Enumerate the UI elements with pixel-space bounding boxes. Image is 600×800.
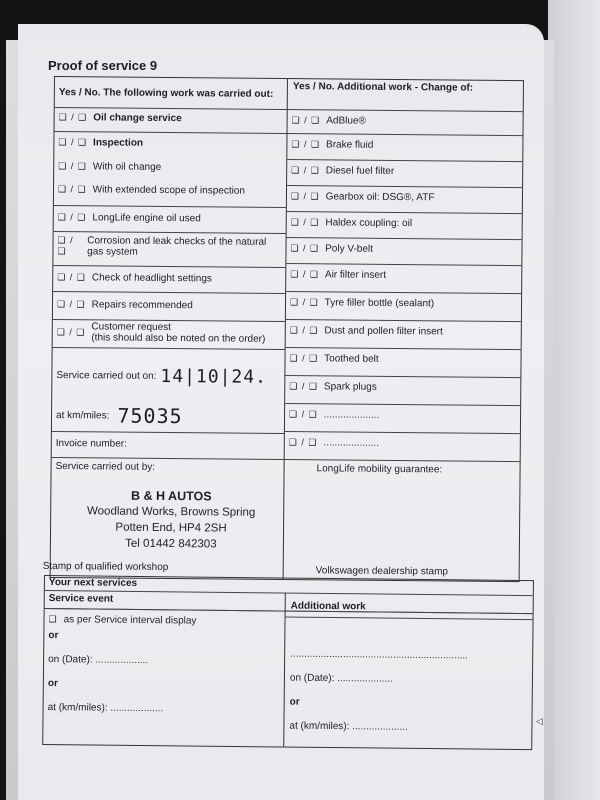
checkbox-pair-icon[interactable]: ❑ / ❑ (58, 112, 88, 123)
item-label: Spark plugs (323, 381, 377, 393)
service-date-value[interactable]: 14|10|24. (160, 365, 268, 388)
item-label: With extended scope of inspection (92, 184, 246, 197)
item-label: Check of headlight settings (91, 272, 213, 285)
checkbox-pair-icon[interactable]: ❑ / ❑ (289, 353, 319, 364)
item-label: Corrosion and leak checks of the natural gas system (87, 235, 267, 258)
item-note: (this should also be noted on the order) (91, 332, 266, 345)
left-row-oil-change (55, 107, 287, 134)
at-km-right-field[interactable]: at (km/miles): .................... (289, 720, 408, 733)
left-row-headlight (53, 265, 285, 294)
or-label: or (48, 630, 59, 642)
checkbox-pair-icon[interactable]: ❑ / ❑ (290, 191, 320, 202)
checkbox-pair-icon[interactable]: ❑ / ❑ (289, 409, 318, 420)
checkbox-pair-icon[interactable]: ❑ / ❑ (289, 297, 319, 308)
right-row-item (288, 109, 523, 136)
corner-triangle-icon: ◁ (536, 716, 543, 726)
stamp-line2: Potten End, HP4 2SH (115, 521, 227, 535)
left-row-date-mileage (52, 347, 285, 434)
checkbox-pair-icon[interactable]: ❑ / ❑ (57, 184, 87, 195)
additional-work-header: Additional work (290, 600, 366, 613)
service-date-label: Service carried out on: (56, 370, 157, 382)
at-km-field[interactable]: at (km/miles): ................... (47, 702, 164, 715)
right-header: Yes / No. Additional work - Change of: (292, 81, 474, 94)
invoice-label: Invoice number: (55, 438, 127, 450)
stamp-phone: Tel 01442 842303 (125, 537, 217, 551)
right-row-item (287, 211, 522, 240)
additional-divider (285, 617, 533, 621)
item-label: Inspection (93, 137, 144, 149)
checkbox-pair-icon[interactable]: ❑ / ❑ (291, 115, 321, 126)
checkbox-pair-icon[interactable]: ❑ / ❑ (58, 137, 88, 148)
checkbox-pair-icon[interactable]: ❑ / ❑ (289, 381, 318, 392)
left-row-customer (53, 319, 285, 350)
next-title: Your next services (48, 577, 138, 589)
next-services-box (42, 575, 534, 750)
right-row-item (286, 263, 521, 294)
checkbox-pair-icon[interactable]: ❑ / ❑ (291, 165, 320, 176)
checkbox-icon[interactable]: ❑ (48, 614, 58, 625)
checkbox-pair-icon[interactable]: ❑ / ❑ (290, 217, 320, 228)
right-row-item (287, 185, 522, 214)
checkbox-pair-icon[interactable]: ❑ / ❑ (56, 299, 86, 310)
left-row-inspection (54, 131, 287, 208)
item-label: Haldex coupling: oil (325, 217, 413, 230)
stamp-label: Stamp of qualified workshop (42, 560, 169, 574)
left-row-longlife (54, 205, 286, 234)
item-label: With oil change (92, 161, 162, 173)
additional-work-field[interactable]: ................................................................ (290, 648, 469, 662)
right-row-item (286, 319, 521, 350)
right-row-item (286, 291, 521, 322)
stamp-name: B & H AUTOS (130, 488, 212, 504)
item-label: LongLife engine oil used (92, 212, 201, 225)
on-date-field[interactable]: on (Date): ................... (48, 654, 149, 667)
mileage-value[interactable]: 75035 (117, 403, 183, 429)
item-label: Toothed belt (324, 353, 379, 365)
checkbox-pair-icon[interactable]: ❑ / ❑ (290, 243, 320, 254)
item-label: Diesel fuel filter (325, 165, 395, 177)
left-row-corrosion (53, 231, 285, 268)
item-label: Poly V-belt (325, 243, 374, 255)
background-page (548, 0, 600, 800)
checkbox-pair-icon[interactable]: ❑ / ❑ (288, 437, 318, 448)
right-row-item (286, 237, 521, 266)
item-label: Customer request (91, 321, 171, 334)
item-label: Oil change service (93, 112, 182, 125)
checkbox-pair-icon[interactable]: ❑ / ❑ (290, 269, 319, 280)
or-label-right: or (289, 696, 300, 708)
right-row-item (285, 347, 520, 378)
right-stamp-area (284, 459, 520, 581)
customer-request-text (91, 321, 265, 345)
left-row-repairs (53, 291, 285, 322)
left-stamp-area (42, 457, 284, 579)
item-label: Air filter insert (324, 269, 387, 281)
item-label: Gearbox oil: DSG®, ATF (325, 191, 435, 204)
right-row-item (285, 431, 520, 462)
stamp-line1: Woodland Works, Browns Spring (86, 505, 256, 519)
item-label: .................... (323, 409, 380, 421)
right-row-item (287, 133, 522, 162)
item-label: Dust and pollen filter insert (324, 325, 443, 338)
checkbox-pair-icon[interactable]: ❑ / ❑ (56, 326, 86, 337)
carried-out-by-label: Service carried out by: (55, 461, 156, 473)
item-label: Tyre filler bottle (sealant) (324, 297, 435, 310)
right-row-item (287, 159, 522, 188)
page-title: Proof of service 9 (48, 58, 158, 73)
workshop-stamp (71, 487, 272, 553)
mileage-label: at km/miles: (55, 409, 110, 421)
right-row-item (285, 403, 520, 434)
left-header: Yes / No. The following work was carried out: (58, 87, 274, 100)
checkbox-pair-icon[interactable]: ❑ / ❑ (289, 325, 319, 336)
on-date-right-field[interactable]: on (Date): .................... (289, 672, 393, 685)
checkbox-pair-icon[interactable]: ❑ / ❑ (57, 272, 86, 283)
guarantee-label: LongLife mobility guarantee: (316, 463, 443, 476)
item-label: Repairs recommended (91, 299, 193, 312)
left-row-invoice (52, 431, 284, 460)
item-label: AdBlue® (326, 115, 366, 127)
interval-label: as per Service interval display (63, 614, 197, 627)
checkbox-pair-icon[interactable]: ❑ / ❑ (57, 212, 87, 223)
item-label: .................... (323, 437, 380, 449)
or-label: or (47, 678, 58, 690)
checkbox-pair-icon[interactable]: ❑ / ❑ (58, 161, 87, 172)
checkbox-pair-icon[interactable]: ❑ / ❑ (291, 139, 321, 150)
item-label: Brake fluid (326, 139, 374, 151)
dealership-label: Volkswagen dealership stamp (315, 565, 449, 578)
right-row-item (285, 375, 520, 406)
service-event-header: Service event (48, 593, 114, 605)
checkbox-pair-icon[interactable]: ❑ / ❑ (57, 235, 74, 257)
service-form (42, 76, 524, 582)
